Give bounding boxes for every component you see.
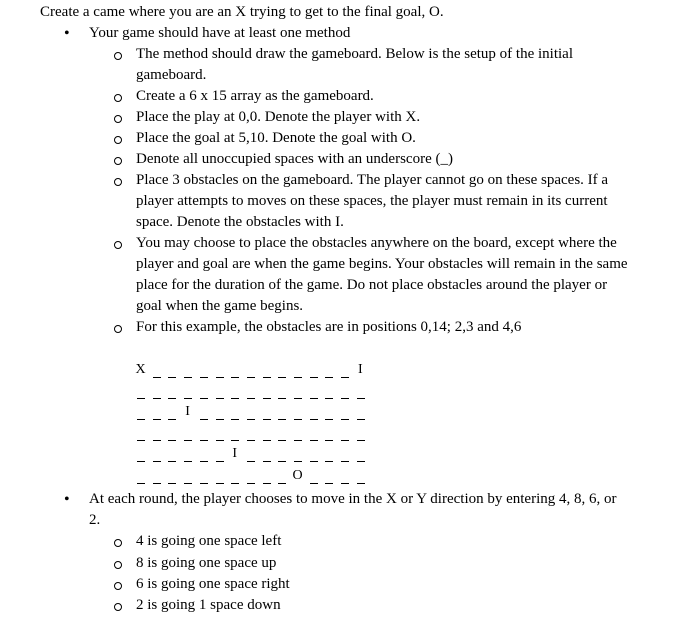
empty-cell — [294, 398, 302, 399]
empty-cell — [278, 419, 286, 420]
sub-bullet-circle — [114, 115, 122, 123]
sub-item-2: Create a 6 x 15 array as the gameboard. — [136, 88, 374, 104]
empty-cell — [216, 398, 224, 399]
empty-cell — [357, 483, 365, 484]
sub-bullet-circle — [114, 582, 122, 590]
empty-cell — [184, 398, 192, 399]
obstacle-cell: I — [185, 404, 190, 420]
sub-item-6-line-3: space. Denote the obstacles with I. — [136, 214, 344, 230]
empty-cell — [310, 483, 318, 484]
empty-cell — [263, 377, 271, 378]
sub-bullet-circle — [114, 136, 122, 144]
empty-cell — [341, 419, 349, 420]
sub-item-3: Place the play at 0,0. Denote the player with X. — [136, 109, 421, 125]
empty-cell — [231, 419, 239, 420]
empty-cell — [247, 483, 255, 484]
empty-cell — [341, 483, 349, 484]
empty-cell — [200, 440, 208, 441]
empty-cell — [263, 440, 271, 441]
empty-cell — [263, 461, 271, 462]
obstacle-cell: I — [357, 362, 363, 377]
empty-cell — [216, 440, 224, 441]
empty-cell — [153, 461, 161, 462]
empty-cell — [153, 398, 161, 399]
sub-bullet-circle — [114, 52, 122, 60]
empty-cell — [184, 483, 192, 484]
empty-cell — [137, 483, 145, 484]
empty-cell — [153, 419, 161, 420]
empty-cell — [263, 419, 271, 420]
bullet-2-line-1: At each round, the player chooses to move in the X or Y direction by entering 4, 8, 6, or — [89, 491, 617, 507]
player-cell: X — [135, 362, 146, 377]
empty-cell — [310, 419, 318, 420]
sub-bullet-circle — [114, 178, 122, 186]
empty-cell — [231, 398, 239, 399]
empty-cell — [310, 377, 318, 378]
goal-cell: O — [292, 467, 303, 483]
empty-cell — [247, 461, 255, 462]
sub-item-8: For this example, the obstacles are in positions 0,14; 2,3 and 4,6 — [136, 319, 522, 335]
empty-cell — [168, 419, 176, 420]
bullet-dot: • — [64, 25, 70, 42]
empty-cell — [294, 440, 302, 441]
sub-bullet-circle — [114, 157, 122, 165]
empty-cell — [357, 440, 365, 441]
empty-cell — [357, 461, 365, 462]
empty-cell — [231, 483, 239, 484]
empty-cell — [325, 398, 333, 399]
empty-cell — [357, 419, 365, 420]
sub-bullet-circle — [114, 325, 122, 333]
empty-cell — [341, 398, 349, 399]
sub-item-7-line-4: goal when the game begins. — [136, 298, 304, 314]
bullet-dot: • — [64, 491, 70, 508]
empty-cell — [184, 377, 192, 378]
sub-item-7-line-1: You may choose to place the obstacles anywhere on the board, except where the — [136, 235, 617, 251]
empty-cell — [325, 483, 333, 484]
empty-cell — [341, 377, 349, 378]
sub-item-4: Place the goal at 5,10. Denote the goal with O. — [136, 130, 416, 146]
sub-bullet-circle — [114, 603, 122, 611]
sub-bullet-circle — [114, 94, 122, 102]
empty-cell — [200, 419, 208, 420]
empty-cell — [137, 398, 145, 399]
bullet-2-line-2: 2. — [89, 512, 101, 528]
empty-cell — [153, 377, 161, 378]
empty-cell — [168, 483, 176, 484]
sub-item-7-line-3: place for the duration of the game. Do not place obstacles around the player or — [136, 277, 608, 293]
empty-cell — [200, 377, 208, 378]
empty-cell — [216, 461, 224, 462]
sub-item-6-line-2: player attempts to moves on these spaces, the player must remain in its current — [136, 193, 608, 209]
sub-item-1-line-2: gameboard. — [136, 67, 207, 83]
obstacle-cell: I — [232, 446, 238, 462]
empty-cell — [216, 483, 224, 484]
empty-cell — [168, 377, 176, 378]
empty-cell — [153, 483, 161, 484]
sub-bullet-circle — [114, 539, 122, 547]
sub-item-6-line-1: Place 3 obstacles on the gameboard. The player cannot go on these spaces. If a — [136, 172, 609, 188]
empty-cell — [247, 398, 255, 399]
empty-cell — [325, 377, 333, 378]
empty-cell — [168, 461, 176, 462]
control-down: 2 is going 1 space down — [136, 597, 281, 613]
empty-cell — [294, 419, 302, 420]
empty-cell — [341, 461, 349, 462]
empty-cell — [184, 440, 192, 441]
empty-cell — [200, 461, 208, 462]
empty-cell — [153, 440, 161, 441]
empty-cell — [216, 377, 224, 378]
empty-cell — [341, 440, 349, 441]
empty-cell — [200, 483, 208, 484]
empty-cell — [168, 398, 176, 399]
empty-cell — [278, 377, 286, 378]
empty-cell — [231, 377, 239, 378]
empty-cell — [231, 440, 239, 441]
empty-cell — [263, 398, 271, 399]
empty-cell — [247, 440, 255, 441]
sub-item-1-line-1: The method should draw the gameboard. Below is the setup of the initial — [136, 46, 573, 62]
empty-cell — [247, 377, 255, 378]
empty-cell — [184, 461, 192, 462]
control-left: 4 is going one space left — [136, 533, 282, 549]
empty-cell — [278, 398, 286, 399]
empty-cell — [294, 377, 302, 378]
empty-cell — [247, 419, 255, 420]
empty-cell — [325, 419, 333, 420]
control-up: 8 is going one space up — [136, 555, 277, 571]
empty-cell — [294, 461, 302, 462]
empty-cell — [310, 461, 318, 462]
sub-item-5: Denote all unoccupied spaces with an underscore (_) — [136, 151, 453, 167]
sub-bullet-circle — [114, 241, 122, 249]
empty-cell — [325, 461, 333, 462]
empty-cell — [216, 419, 224, 420]
bullet-1-text: Your game should have at least one method — [89, 25, 351, 41]
empty-cell — [263, 483, 271, 484]
empty-cell — [137, 440, 145, 441]
empty-cell — [357, 398, 365, 399]
document-title: Create a came where you are an X trying to get to the final goal, O. — [40, 4, 444, 20]
empty-cell — [278, 461, 286, 462]
empty-cell — [278, 440, 286, 441]
empty-cell — [278, 483, 286, 484]
control-right: 6 is going one space right — [136, 576, 290, 592]
empty-cell — [310, 440, 318, 441]
empty-cell — [137, 419, 145, 420]
empty-cell — [325, 440, 333, 441]
empty-cell — [310, 398, 318, 399]
sub-bullet-circle — [114, 561, 122, 569]
empty-cell — [168, 440, 176, 441]
sub-item-7-line-2: player and goal are when the game begins. Your obstacles will remain in the same — [136, 256, 628, 272]
empty-cell — [137, 461, 145, 462]
empty-cell — [200, 398, 208, 399]
